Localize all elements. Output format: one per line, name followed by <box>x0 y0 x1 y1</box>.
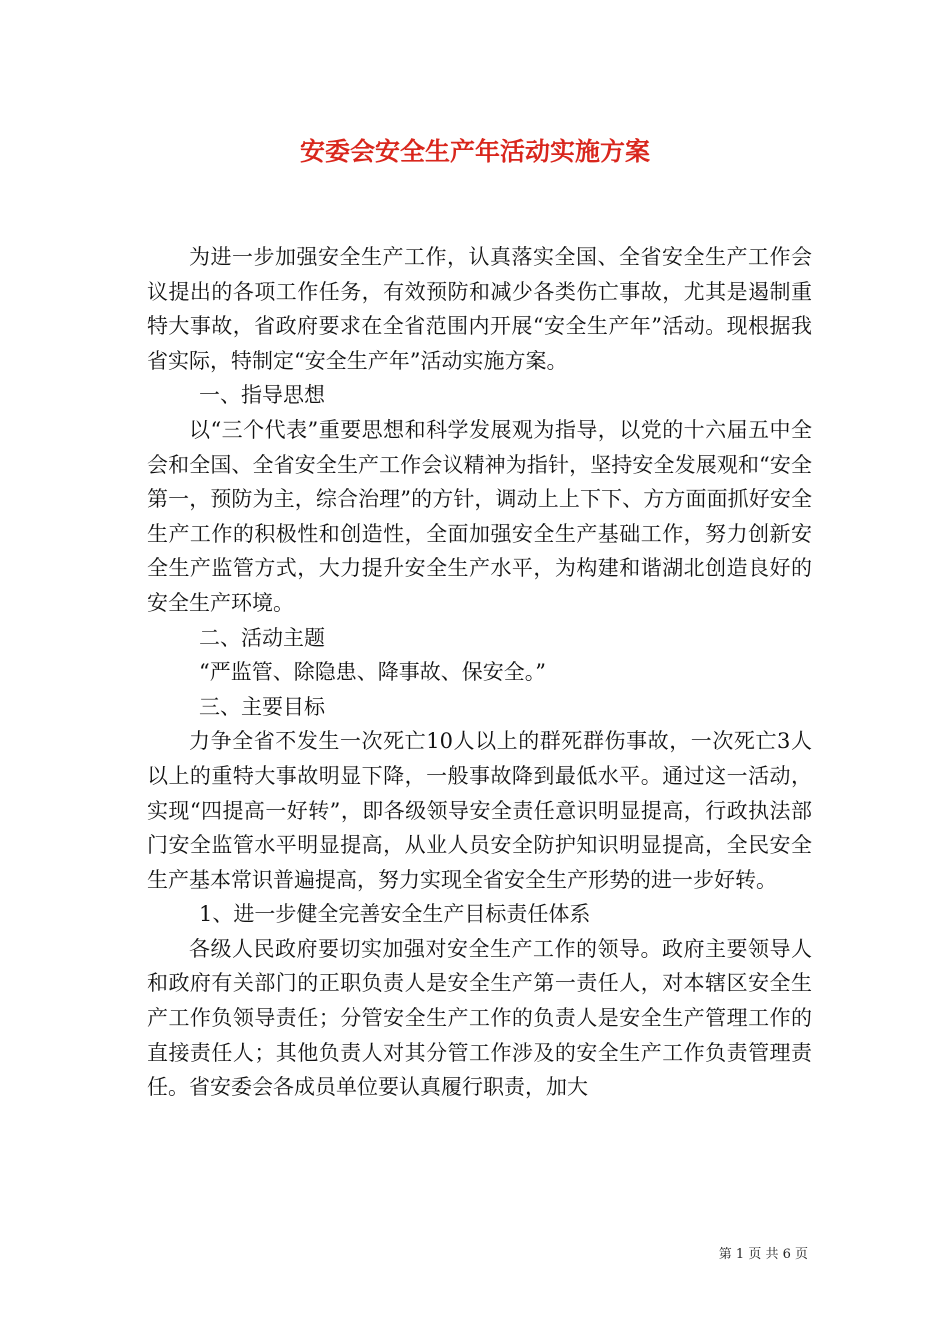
document-body <box>147 240 812 1105</box>
section-heading-goals: 三、主要目标 <box>199 694 325 719</box>
guiding-thought-paragraph: 以“三个代表”重要思想和科学发展观为指导，以党的十六届五中全会和全国、全省安全生产工作会议精神为指针，坚持安全发展观和“安全第一，预防为主，综合治理”的方针，调动上上下下、方方面面抓好安全生产工作的积极性和创造性，全面加强安全生产基础工作，努力创新安全生产监管方式，大力提升安全生产水平，为构建和谐湖北创造良好的安全生产环境。 <box>147 417 812 615</box>
document-title: 安委会安全生产年活动实施方案 <box>299 137 650 166</box>
section-heading-guiding-thought: 一、指导思想 <box>199 383 325 408</box>
subsection-heading-responsibility: 1、进一步健全完善安全生产目标责任体系 <box>199 902 591 927</box>
section-heading-theme: 二、活动主题 <box>199 625 325 650</box>
intro-paragraph: 为进一步加强安全生产工作，认真落实全国、全省安全生产工作会议提出的各项工作任务，有效预防和减少各类伤亡事故，尤其是遏制重特大事故，省政府要求在全省范围内开展“安全生产年”活动。现根据我省实际，特制定“安全生产年”活动实施方案。 <box>147 245 812 373</box>
responsibility-paragraph: 各级人民政府要切实加强对安全生产工作的领导。政府主要领导人和政府有关部门的正职负责人是安全生产第一责任人，对本辖区安全生产工作负领导责任；分管安全生产工作的负责人是安全生产管理工作的直接责任人；其他负责人对其分管工作涉及的安全生产工作负责管理责任。省安委会各成员单位要认真履行职责，加大 <box>147 936 812 1100</box>
theme-quote: “严监管、除隐患、降事故、保安全。” <box>199 660 546 685</box>
page-number: 第 1 页 共 6 页 <box>718 1247 808 1262</box>
goals-paragraph: 力争全省不发生一次死亡10人以上的群死群伤事故，一次死亡3人以上的重特大事故明显下降，一般事故降到最低水平。通过这一活动，实现“四提高一好转”，即各级领导安全责任意识明显提高，行政执法部门安全监管水平明显提高，从业人员安全防护知识明显提高，全民安全生产基本常识普遍提高，努力实现全省安全生产形势的进一步好转。 <box>147 729 812 892</box>
